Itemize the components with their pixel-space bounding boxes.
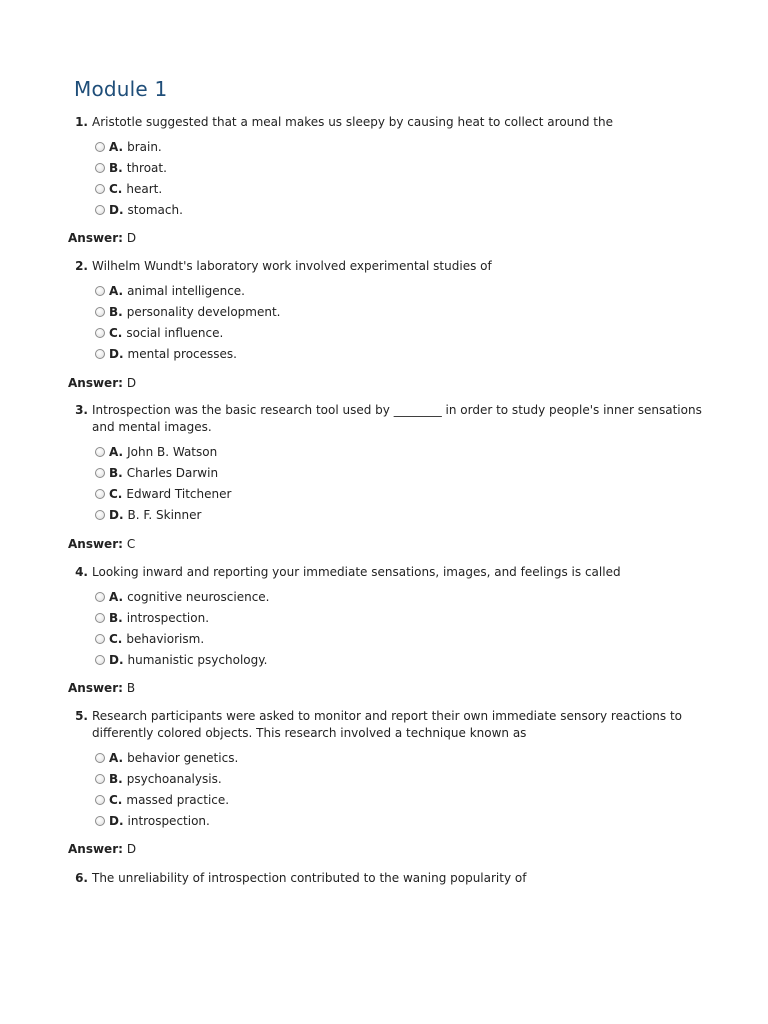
option-c[interactable]	[95, 628, 708, 649]
answer-5	[68, 842, 136, 856]
answer-label: Answer:	[68, 537, 123, 551]
answer-label: Answer:	[68, 842, 123, 856]
option-d[interactable]	[95, 810, 708, 831]
answer-2	[68, 376, 136, 390]
option-text: throat.	[126, 160, 167, 175]
question-stem	[68, 114, 708, 131]
radio-button[interactable]	[95, 795, 105, 805]
option-text: psychoanalysis.	[126, 771, 222, 786]
option-d[interactable]	[95, 343, 708, 364]
option-letter: C.	[109, 631, 123, 646]
option-b[interactable]	[95, 607, 708, 628]
options-list	[95, 747, 708, 831]
option-c[interactable]	[95, 178, 708, 199]
radio-button[interactable]	[95, 489, 105, 499]
radio-button[interactable]	[95, 613, 105, 623]
question-number: 1.	[75, 115, 88, 129]
option-c[interactable]	[95, 789, 708, 810]
question-number: 2.	[75, 259, 88, 273]
radio-button[interactable]	[95, 142, 105, 152]
option-letter: B.	[109, 465, 123, 480]
option-b[interactable]	[95, 157, 708, 178]
option-text: introspection.	[126, 610, 210, 625]
radio-button[interactable]	[95, 753, 105, 763]
radio-button[interactable]	[95, 816, 105, 826]
option-b[interactable]	[95, 768, 708, 789]
option-letter: C.	[109, 181, 123, 196]
option-text: massed practice.	[126, 792, 230, 807]
option-text: behavior genetics.	[127, 750, 239, 765]
option-text: Charles Darwin	[126, 465, 219, 480]
radio-button[interactable]	[95, 307, 105, 317]
question-5	[68, 708, 708, 831]
option-letter: D.	[109, 346, 124, 361]
answer-value: D	[126, 376, 137, 390]
question-4	[68, 564, 708, 670]
question-number: 4.	[75, 565, 88, 579]
question-text: Wilhelm Wundt's laboratory work involved experimental studies of	[92, 259, 492, 273]
question-text: Introspection was the basic research tool used by ________ in order to study people's inner sensations and mental images.	[92, 403, 702, 434]
answer-1	[68, 231, 136, 245]
option-a[interactable]	[95, 280, 708, 301]
option-text: personality development.	[126, 304, 281, 319]
question-number: 6.	[75, 871, 88, 885]
radio-button[interactable]	[95, 774, 105, 784]
question-number: 5.	[75, 709, 88, 723]
options-list	[95, 136, 708, 220]
radio-button[interactable]	[95, 205, 105, 215]
option-d[interactable]	[95, 504, 708, 525]
option-a[interactable]	[95, 136, 708, 157]
option-text: cognitive neuroscience.	[127, 589, 270, 604]
option-text: Edward Titchener	[126, 486, 232, 501]
radio-button[interactable]	[95, 163, 105, 173]
option-letter: D.	[109, 202, 124, 217]
radio-button[interactable]	[95, 592, 105, 602]
option-letter: A.	[109, 283, 124, 298]
answer-3	[68, 537, 135, 551]
radio-button[interactable]	[95, 468, 105, 478]
option-letter: C.	[109, 792, 123, 807]
answer-value: C	[126, 537, 136, 551]
option-letter: A.	[109, 589, 124, 604]
option-a[interactable]	[95, 747, 708, 768]
question-text: Aristotle suggested that a meal makes us sleepy by causing heat to collect around the	[92, 115, 613, 129]
question-3	[68, 402, 708, 525]
answer-value: D	[126, 231, 137, 245]
radio-button[interactable]	[95, 634, 105, 644]
page-title: Module 1	[74, 77, 168, 101]
answer-label: Answer:	[68, 231, 123, 245]
radio-button[interactable]	[95, 447, 105, 457]
option-text: behaviorism.	[126, 631, 205, 646]
question-stem	[68, 258, 708, 275]
question-text: Research participants were asked to monitor and report their own immediate sensory reactions to differently colored objects. This research involved a technique known as	[92, 709, 683, 740]
radio-button[interactable]	[95, 510, 105, 520]
option-b[interactable]	[95, 301, 708, 322]
option-b[interactable]	[95, 462, 708, 483]
option-text: stomach.	[127, 202, 183, 217]
option-d[interactable]	[95, 649, 708, 670]
option-letter: D.	[109, 813, 124, 828]
option-text: mental processes.	[127, 346, 237, 361]
option-letter: A.	[109, 750, 124, 765]
question-text: The unreliability of introspection contributed to the waning popularity of	[92, 871, 527, 885]
option-c[interactable]	[95, 322, 708, 343]
option-text: heart.	[126, 181, 163, 196]
options-list	[95, 441, 708, 525]
answer-label: Answer:	[68, 376, 123, 390]
radio-button[interactable]	[95, 184, 105, 194]
option-letter: A.	[109, 444, 124, 459]
option-letter: D.	[109, 652, 124, 667]
question-stem	[68, 708, 708, 742]
options-list	[95, 280, 708, 364]
radio-button[interactable]	[95, 655, 105, 665]
option-text: B. F. Skinner	[127, 507, 202, 522]
option-a[interactable]	[95, 441, 708, 462]
question-2	[68, 258, 708, 364]
option-letter: C.	[109, 486, 123, 501]
question-1	[68, 114, 708, 220]
answer-label: Answer:	[68, 681, 123, 695]
options-list	[95, 586, 708, 670]
radio-button[interactable]	[95, 328, 105, 338]
option-text: brain.	[127, 139, 162, 154]
option-letter: B.	[109, 610, 123, 625]
answer-value: B	[126, 681, 136, 695]
option-letter: B.	[109, 771, 123, 786]
option-c[interactable]	[95, 483, 708, 504]
option-text: animal intelligence.	[127, 283, 245, 298]
option-letter: D.	[109, 507, 124, 522]
question-stem	[68, 564, 708, 581]
radio-button[interactable]	[95, 349, 105, 359]
question-stem	[68, 870, 708, 887]
question-number: 3.	[75, 403, 88, 417]
option-letter: C.	[109, 325, 123, 340]
question-6	[68, 870, 708, 887]
option-text: John B. Watson	[127, 444, 218, 459]
option-letter: B.	[109, 160, 123, 175]
option-letter: B.	[109, 304, 123, 319]
option-text: humanistic psychology.	[127, 652, 268, 667]
radio-button[interactable]	[95, 286, 105, 296]
answer-4	[68, 681, 135, 695]
question-stem	[68, 402, 708, 436]
option-text: social influence.	[126, 325, 224, 340]
option-d[interactable]	[95, 199, 708, 220]
question-text: Looking inward and reporting your immediate sensations, images, and feelings is called	[92, 565, 621, 579]
option-a[interactable]	[95, 586, 708, 607]
option-text: introspection.	[127, 813, 210, 828]
answer-value: D	[126, 842, 137, 856]
option-letter: A.	[109, 139, 124, 154]
